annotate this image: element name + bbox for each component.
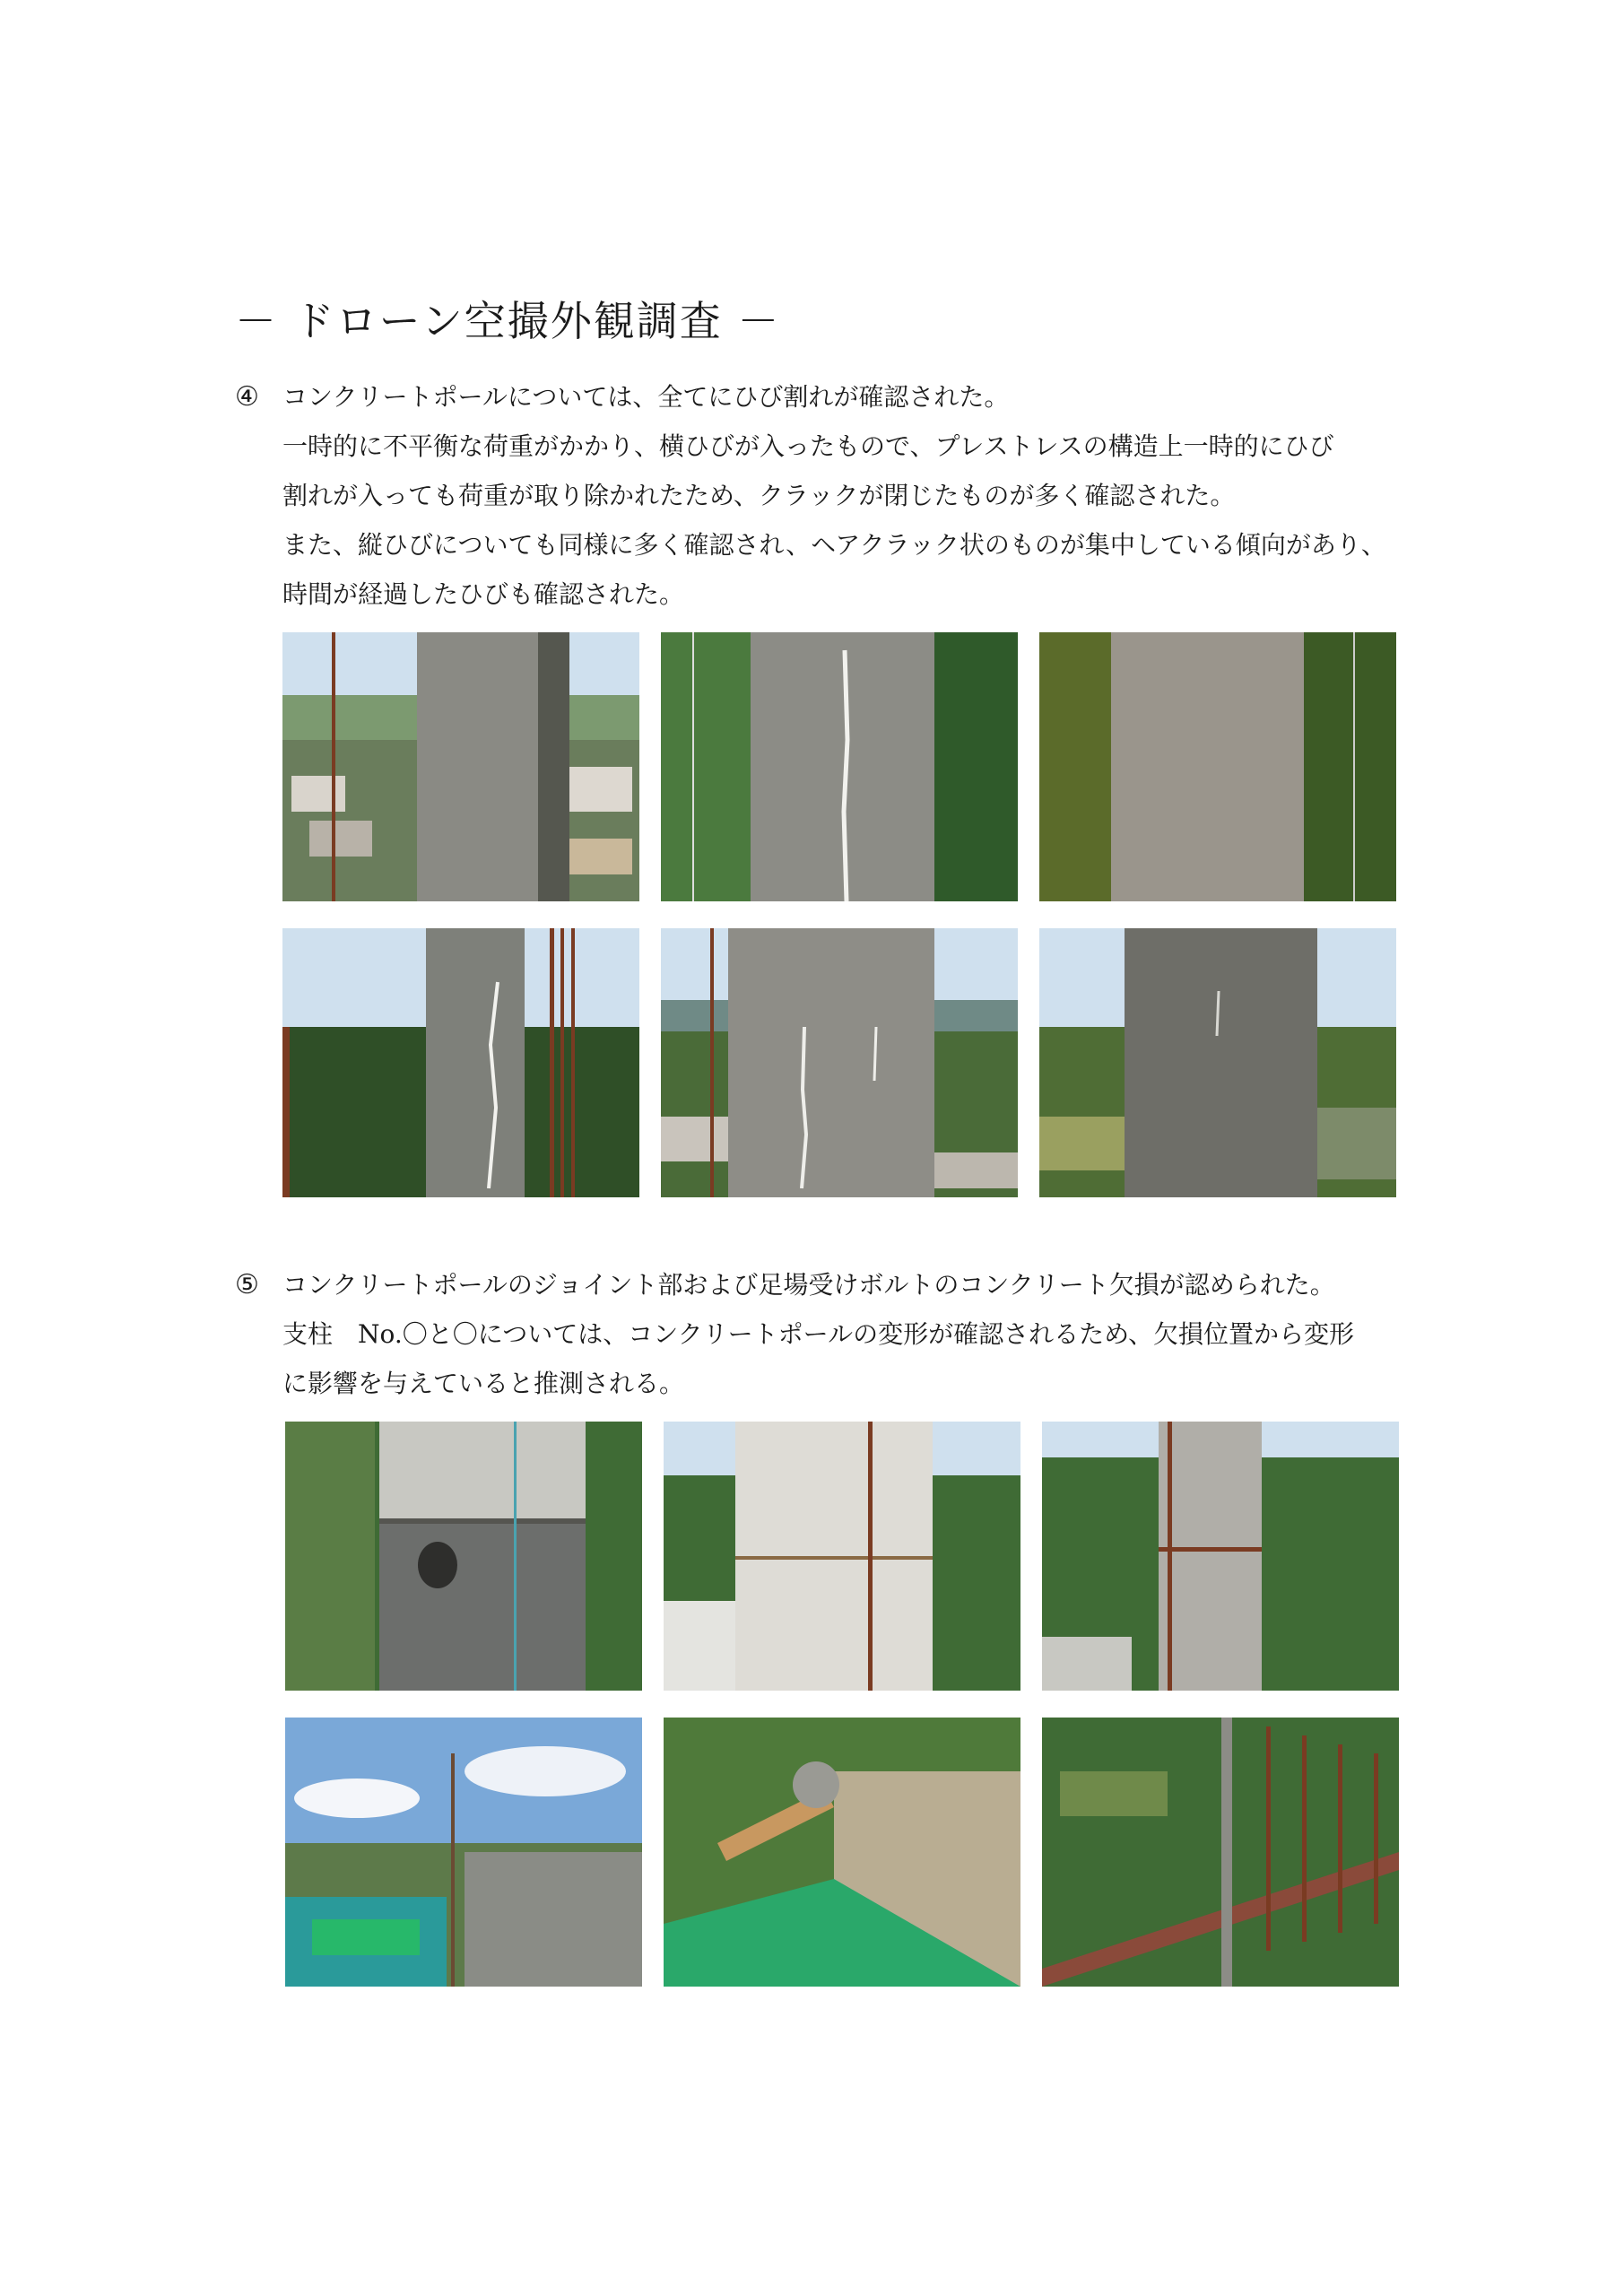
pole-crack-photo-5 [661,928,1018,1197]
text-line: に影響を与えていると推測される。 [282,1369,685,1398]
pole-crack-photo-3 [1039,632,1396,901]
text-line: コンクリートポールのジョイント部および足場受けボルトのコンクリート欠損が認められた。 [282,1270,1335,1300]
section-text [282,372,1448,619]
section-text [282,1260,1448,1408]
text-line: また、縦ひびについても同様に多く確認され、ヘアクラック状のものが集中している傾向があり、 [282,530,1386,560]
pole-crack-photo-1 [282,632,639,901]
section-number: ⑤ [235,1269,259,1300]
text-line: 一時的に不平衡な荷重がかかり、横ひびが入ったもので、プレストレスの構造上一時的にひび [282,431,1334,461]
pole-crack-photo-6 [1039,928,1396,1197]
joint-damage-photo-2 [664,1422,1020,1691]
joint-damage-photo-1 [285,1422,642,1691]
aerial-photo-2 [664,1718,1020,1987]
aerial-photo-3 [1042,1718,1399,1987]
pole-crack-photo-2 [661,632,1018,901]
pole-crack-photo-4 [282,928,639,1197]
aerial-photo-1 [285,1718,642,1987]
text-line: 時間が経過したひびも確認された。 [282,579,685,609]
joint-damage-photo-3 [1042,1422,1399,1691]
text-line: 支柱 No.〇と〇については、コンクリートポールの変形が確認されるため、欠損位置から変形 [282,1319,1354,1349]
text-line: 割れが入っても荷重が取り除かれたため、クラックが閉じたものが多く確認された。 [282,481,1236,510]
page-title: － ドローン空撮外観調査 － [235,297,781,345]
section-number: ④ [235,381,259,413]
text-line: コンクリートポールについては、全てにひび割れが確認された。 [282,382,1010,412]
